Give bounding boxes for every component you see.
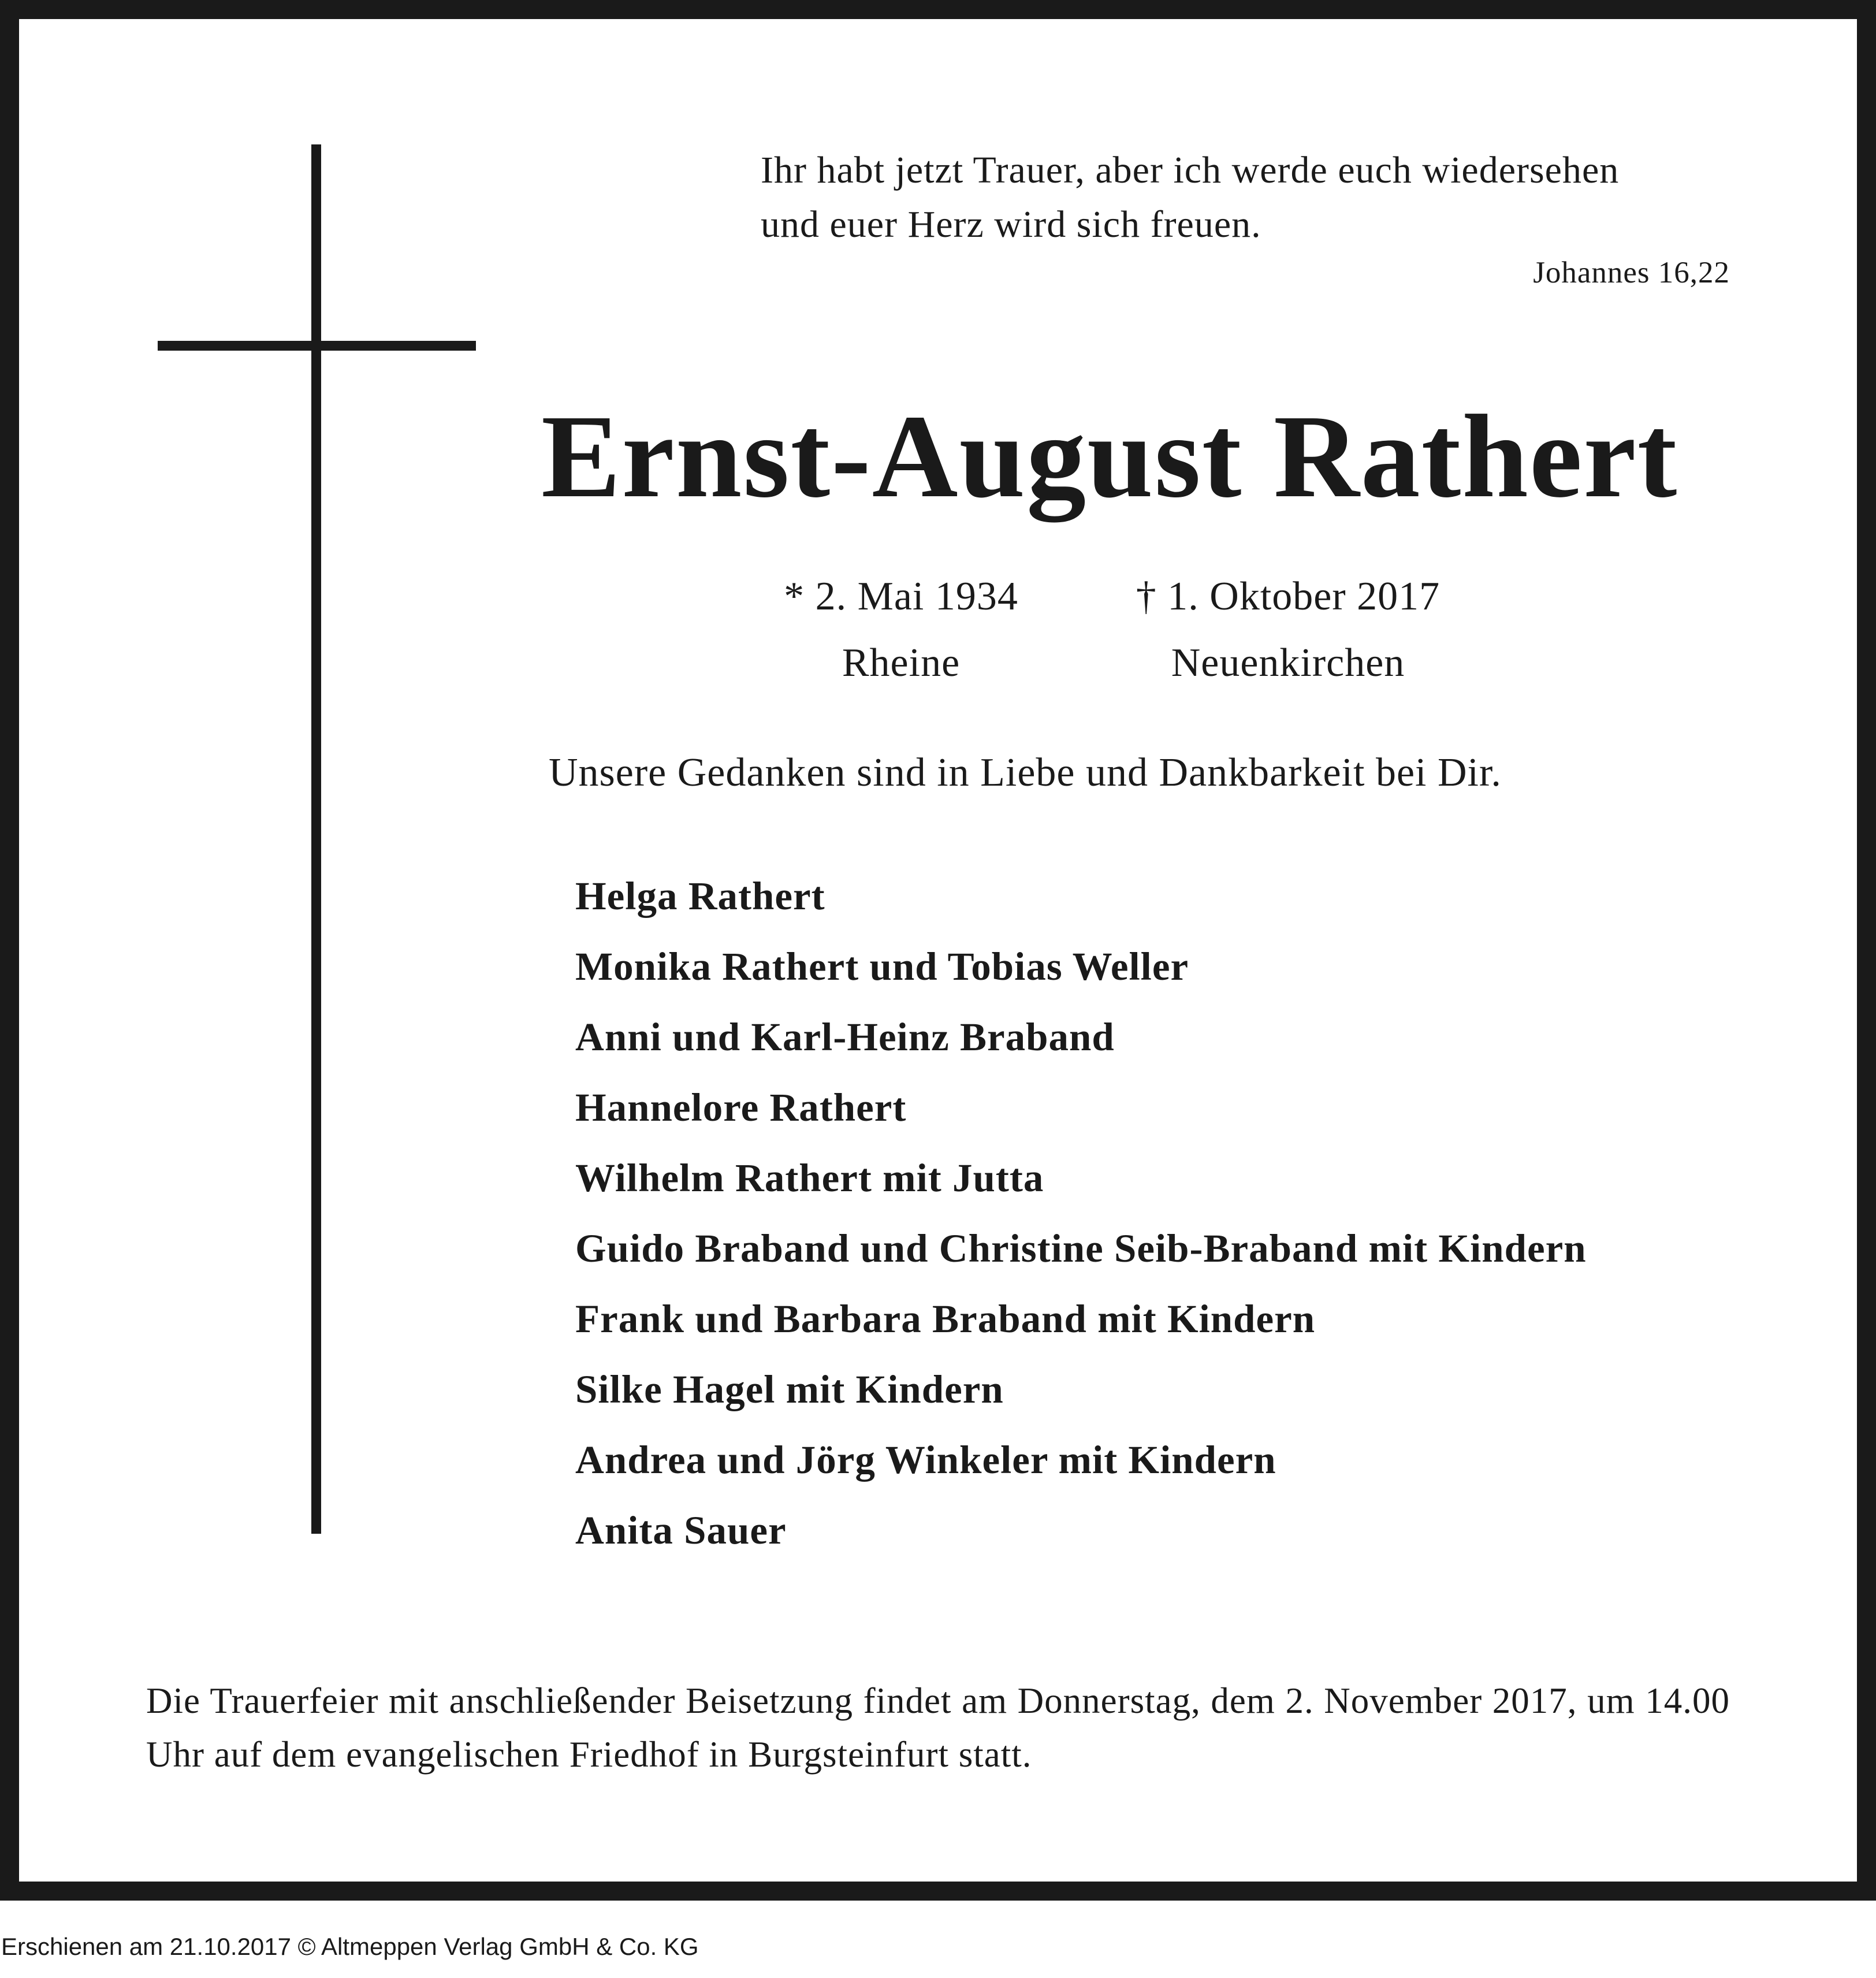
birth-info xyxy=(751,563,1051,696)
bible-verse-line: und euer Herz wird sich freuen. xyxy=(761,203,1261,246)
mourner-entry: Anita Sauer xyxy=(575,1508,787,1552)
death-date: † 1. Oktober 2017 xyxy=(1136,574,1440,619)
publication-footer: Erschienen am 21.10.2017 © Altmeppen Verlag GmbH & Co. KG xyxy=(1,1933,699,1960)
bible-verse xyxy=(761,143,1743,252)
mourner-entry: Silke Hagel mit Kindern xyxy=(575,1367,1004,1411)
thanks-line: Unsere Gedanken sind in Liebe und Dankbarkeit bei Dir. xyxy=(549,750,1502,795)
mourner-entry: Wilhelm Rathert mit Jutta xyxy=(575,1156,1044,1200)
bible-verse-line: Ihr habt jetzt Trauer, aber ich werde euch wiedersehen xyxy=(761,149,1620,191)
deceased-name: Ernst-August Rathert xyxy=(541,390,1678,522)
mourner-entry: Helga Rathert xyxy=(575,874,825,918)
birth-date: * 2. Mai 1934 xyxy=(784,574,1018,619)
mourner-entry: Hannelore Rathert xyxy=(575,1085,907,1129)
death-place: Neuenkirchen xyxy=(1171,641,1405,685)
cross-icon-vertical-bar xyxy=(311,144,321,1534)
mourner-entry: Andrea und Jörg Winkeler mit Kindern xyxy=(575,1438,1276,1482)
birth-place: Rheine xyxy=(842,641,961,685)
bible-verse-source: Johannes 16,22 xyxy=(1533,256,1730,289)
mourners-list xyxy=(575,861,1587,1566)
mourner-entry: Guido Braband und Christine Seib-Braband mit Kindern xyxy=(575,1226,1587,1270)
death-info xyxy=(1086,563,1490,696)
cross-icon-horizontal-bar xyxy=(158,341,476,351)
mourner-entry: Anni und Karl-Heinz Braband xyxy=(575,1015,1115,1059)
mourner-entry: Frank und Barbara Braband mit Kindern xyxy=(575,1297,1316,1341)
mourner-entry: Monika Rathert und Tobias Weller xyxy=(575,945,1189,988)
funeral-announcement: Die Trauerfeier mit anschließender Beisetzung findet am Donnerstag, dem 2. November 2017, um 14.00 Uhr auf dem evangelischen Friedhof in Burgsteinfurt statt. xyxy=(146,1680,1730,1775)
